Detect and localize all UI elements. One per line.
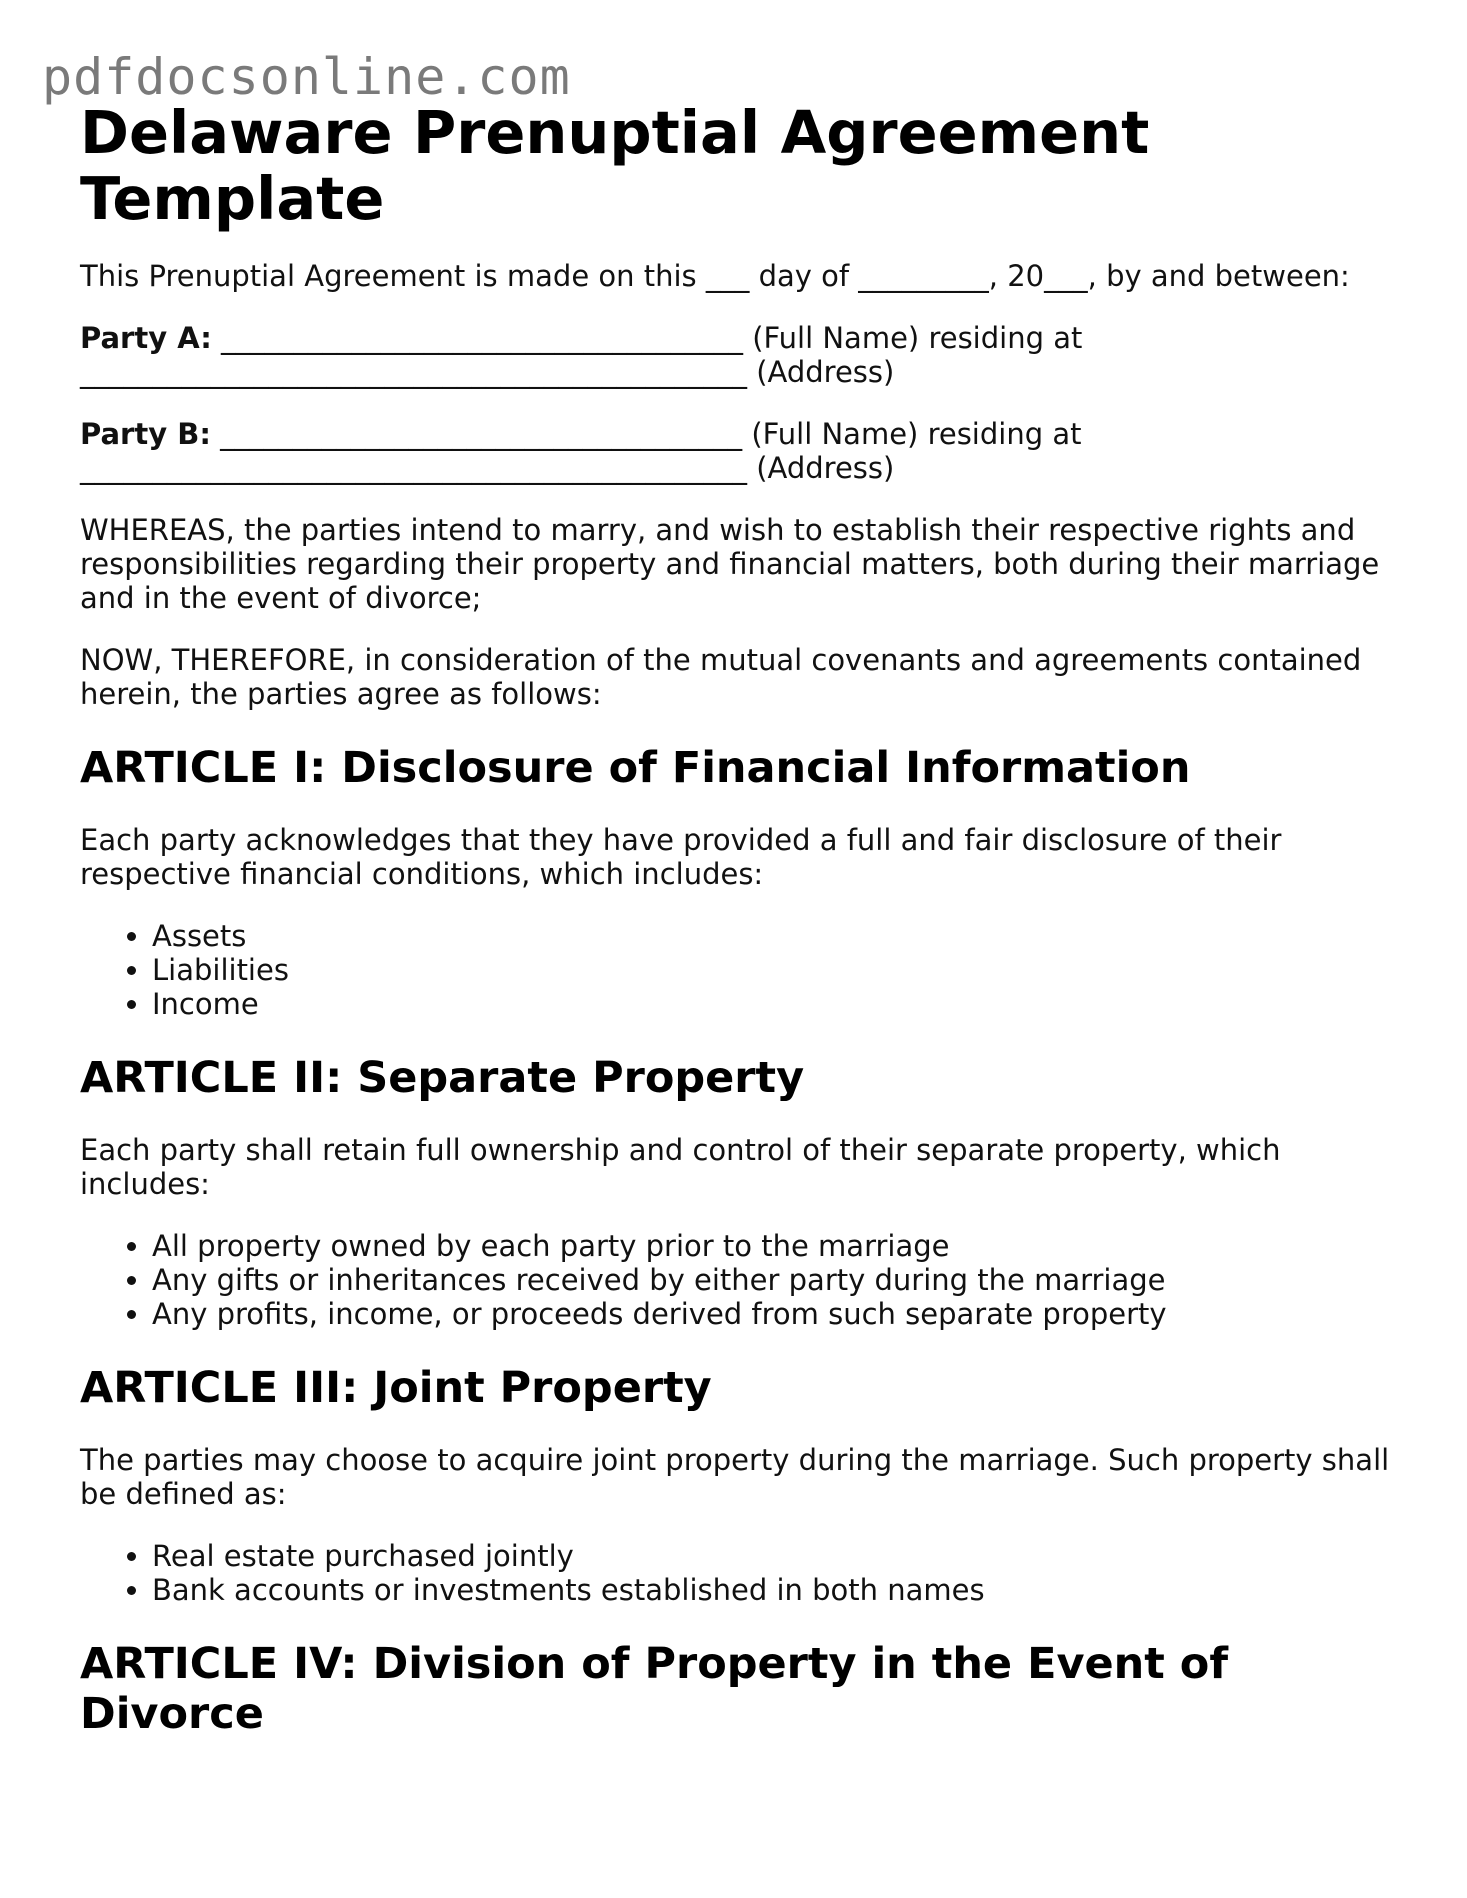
list-item: • Bank accounts or investments established in both names bbox=[152, 1573, 1410, 1607]
list-item: • All property owned by each party prior to the marriage bbox=[152, 1229, 1410, 1263]
list-item: • Assets bbox=[152, 919, 1410, 953]
article-4-heading: ARTICLE IV: Division of Property in the Event of Divorce bbox=[80, 1639, 1229, 1739]
document-body bbox=[80, 100, 1410, 1739]
list-item: • Any profits, income, or proceeds derived from such separate property bbox=[152, 1297, 1410, 1331]
article-1-heading: ARTICLE I: Disclosure of Financial Information bbox=[80, 743, 1191, 793]
list-item: • Income bbox=[152, 987, 1410, 1021]
now-therefore-paragraph: NOW, THEREFORE, in consideration of the mutual covenants and agreements contained herein, the parties agree as follows: bbox=[80, 643, 1362, 711]
intro-paragraph: This Prenuptial Agreement is made on this ___ day of _________, 20___, by and between: bbox=[80, 259, 1350, 293]
party-b-address-line: ______________________________________________ (Address) bbox=[80, 451, 895, 485]
article-1-list bbox=[80, 919, 1410, 1021]
list-item: • Any gifts or inheritances received by either party during the marriage bbox=[152, 1263, 1410, 1297]
article-2-list bbox=[80, 1229, 1410, 1331]
article-3-list bbox=[80, 1539, 1410, 1607]
article-3-body: The parties may choose to acquire joint property during the marriage. Such property shall be defined as: bbox=[80, 1443, 1390, 1511]
party-a-address-line: ______________________________________________ (Address) bbox=[80, 355, 895, 389]
party-a-name-line: ____________________________________ (Full Name) residing at bbox=[211, 321, 1083, 355]
party-a-block bbox=[80, 321, 1410, 389]
article-2-body: Each party shall retain full ownership and control of their separate property, which includes: bbox=[80, 1133, 1281, 1201]
whereas-paragraph: WHEREAS, the parties intend to marry, and wish to establish their respective rights and responsibilities regarding their property and financial matters, both during their marriage and in the event of divorce; bbox=[80, 513, 1380, 615]
article-3-heading: ARTICLE III: Joint Property bbox=[80, 1363, 712, 1413]
article-1-body: Each party acknowledges that they have provided a full and fair disclosure of their respective financial conditions, which includes: bbox=[80, 823, 1282, 891]
list-item: • Real estate purchased jointly bbox=[152, 1539, 1410, 1573]
site-watermark: pdfdocsonline.com bbox=[42, 48, 571, 106]
party-b-block bbox=[80, 417, 1410, 485]
party-b-name-line: ____________________________________ (Full Name) residing at bbox=[210, 417, 1082, 451]
party-a-label: Party A: bbox=[80, 321, 212, 355]
article-2-heading: ARTICLE II: Separate Property bbox=[80, 1053, 805, 1103]
document-title: Delaware Prenuptial Agreement Template bbox=[80, 98, 1150, 233]
list-item: • Liabilities bbox=[152, 953, 1410, 987]
party-b-label: Party B: bbox=[80, 417, 211, 451]
